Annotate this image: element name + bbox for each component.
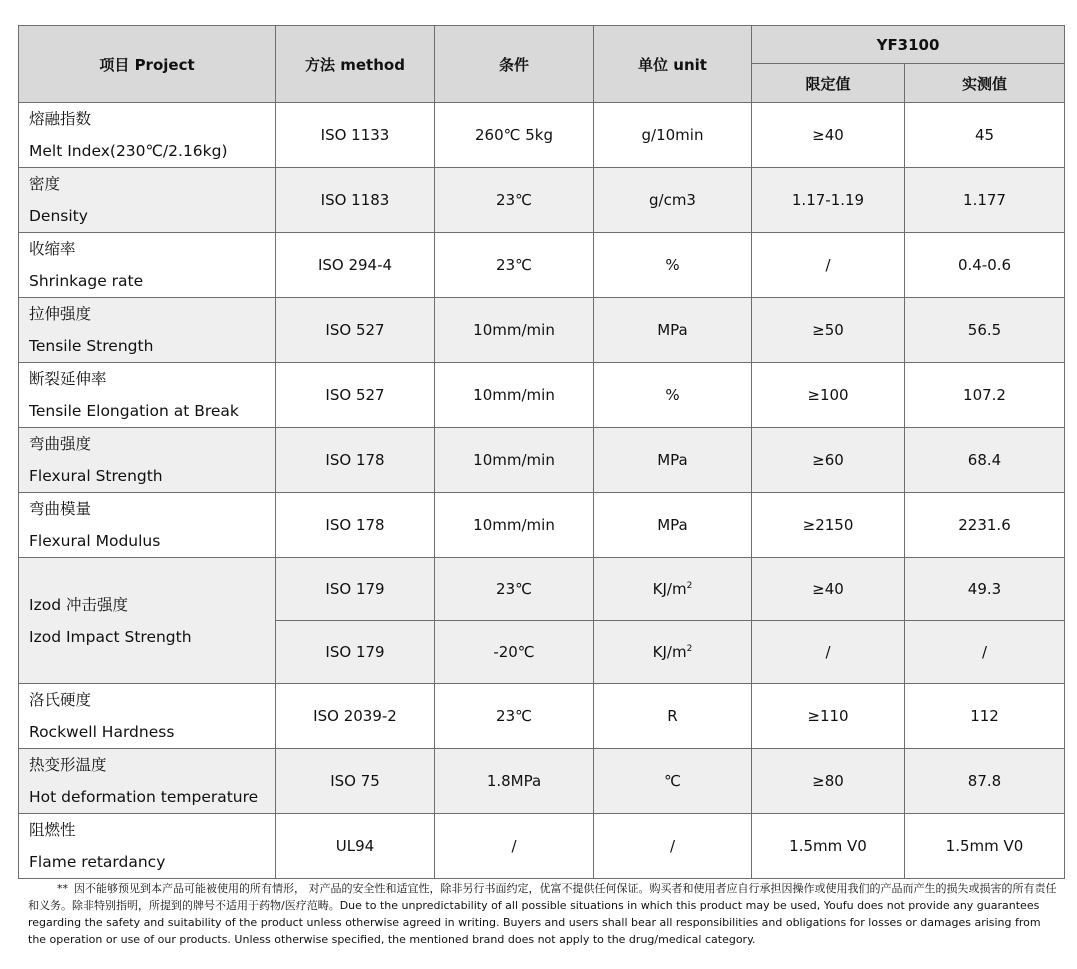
unit-cell: %	[594, 233, 752, 298]
condition-cell: 23℃	[435, 168, 594, 233]
project-cell	[19, 298, 276, 363]
project-name-zh: 拉伸强度	[29, 305, 92, 323]
project-name-en: Density	[29, 207, 88, 225]
method-cell: ISO 2039-2	[276, 684, 435, 749]
project-cell	[19, 684, 276, 749]
table-row	[19, 684, 1065, 749]
project-name-en: Rockwell Hardness	[29, 723, 175, 741]
limit-cell: 1.5mm V0	[752, 814, 905, 879]
limit-cell: ≥40	[752, 558, 905, 621]
project-name-zh: 弯曲强度	[29, 435, 92, 453]
project-name-en: Izod Impact Strength	[29, 627, 192, 646]
project-name-en: Tensile Elongation at Break	[29, 402, 239, 420]
limit-cell: ≥110	[752, 684, 905, 749]
condition-cell: 10mm/min	[435, 428, 594, 493]
limit-cell: /	[752, 621, 905, 684]
project-cell	[19, 493, 276, 558]
measured-cell: 0.4-0.6	[905, 233, 1065, 298]
project-cell	[19, 814, 276, 879]
measured-cell: 1.177	[905, 168, 1065, 233]
method-cell: ISO 1183	[276, 168, 435, 233]
project-name-zh: 收缩率	[29, 240, 76, 258]
project-name-en: Tensile Strength	[29, 337, 154, 355]
header-measured: 实测值	[905, 64, 1065, 103]
limit-cell: ≥80	[752, 749, 905, 814]
project-cell	[19, 558, 276, 684]
condition-cell: /	[435, 814, 594, 879]
table-row	[19, 493, 1065, 558]
header-project: 项目 Project	[19, 26, 276, 103]
project-cell	[19, 749, 276, 814]
project-cell	[19, 103, 276, 168]
limit-cell: ≥60	[752, 428, 905, 493]
project-name-en: Hot deformation temperature	[29, 788, 259, 806]
measured-cell: 107.2	[905, 363, 1065, 428]
project-name-en: Flexural Strength	[29, 467, 163, 485]
measured-cell: 49.3	[905, 558, 1065, 621]
table-row	[19, 168, 1065, 233]
method-cell: ISO 179	[276, 621, 435, 684]
measured-cell: 87.8	[905, 749, 1065, 814]
izod-row	[19, 558, 1065, 621]
project-cell	[19, 428, 276, 493]
footnote-star: **	[57, 882, 68, 895]
unit-text: KJ/m	[652, 643, 687, 661]
table-row	[19, 749, 1065, 814]
project-name-en: Shrinkage rate	[29, 272, 144, 290]
condition-cell: 10mm/min	[435, 298, 594, 363]
unit-cell: R	[594, 684, 752, 749]
condition-cell: 23℃	[435, 558, 594, 621]
project-name-en: Flexural Modulus	[29, 532, 161, 550]
project-name-en: Melt Index(230℃/2.16kg)	[29, 142, 228, 160]
table-row	[19, 363, 1065, 428]
project-name-zh: Izod 冲击强度	[29, 595, 128, 614]
limit-cell: /	[752, 233, 905, 298]
condition-cell: 23℃	[435, 233, 594, 298]
limit-cell: ≥2150	[752, 493, 905, 558]
header-limit: 限定值	[752, 64, 905, 103]
condition-cell: 23℃	[435, 684, 594, 749]
condition-cell: 1.8MPa	[435, 749, 594, 814]
unit-cell	[594, 558, 752, 621]
method-cell: ISO 527	[276, 363, 435, 428]
limit-cell: 1.17-1.19	[752, 168, 905, 233]
method-cell: ISO 179	[276, 558, 435, 621]
condition-cell: -20℃	[435, 621, 594, 684]
project-name-en: Flame retardancy	[29, 853, 166, 871]
unit-cell: /	[594, 814, 752, 879]
method-cell: ISO 75	[276, 749, 435, 814]
unit-cell: g/cm3	[594, 168, 752, 233]
unit-cell: ℃	[594, 749, 752, 814]
measured-cell: 56.5	[905, 298, 1065, 363]
measured-cell: 2231.6	[905, 493, 1065, 558]
measured-cell: 1.5mm V0	[905, 814, 1065, 879]
project-cell	[19, 233, 276, 298]
footnote-text: 因不能够预见到本产品可能被使用的所有情形， 对产品的安全性和适宜性，除非另行书面约定，优富不提供任何保证。购买者和使用者应自行承担因操作或使用我们的产品而产生的损失或损害的所有责任和义务。除非特别指明，所提到的牌号不适用于药物/医疗范畴。Due to the unpredictability of all possible situations in which this product may be used, Youfu does not provide any guarantees regarding the safety and suitability of the product unless otherwise agreed in writing. Buyers and users shall bear all responsibilities and obligations for losses or damages arising from the operation or use of our products. Unless otherwise specified, the mentioned brand does not apply to the drug/medical category.	[28, 882, 1057, 946]
condition-cell: 10mm/min	[435, 493, 594, 558]
header-condition: 条件	[435, 26, 594, 103]
limit-cell: ≥50	[752, 298, 905, 363]
table-row	[19, 298, 1065, 363]
project-name-zh: 弯曲模量	[29, 500, 92, 518]
condition-cell: 260℃ 5kg	[435, 103, 594, 168]
unit-cell: g/10min	[594, 103, 752, 168]
measured-cell: 45	[905, 103, 1065, 168]
measured-cell: /	[905, 621, 1065, 684]
unit-superscript: 2	[686, 644, 693, 654]
method-cell: ISO 294-4	[276, 233, 435, 298]
project-name-zh: 熔融指数	[29, 110, 92, 128]
unit-superscript: 2	[686, 581, 693, 591]
limit-cell: ≥40	[752, 103, 905, 168]
footnote	[28, 880, 1058, 948]
project-name-zh: 阻燃性	[29, 821, 76, 839]
method-cell: UL94	[276, 814, 435, 879]
project-name-zh: 热变形温度	[29, 756, 107, 774]
project-name-zh: 断裂延伸率	[29, 370, 107, 388]
table-row	[19, 428, 1065, 493]
method-cell: ISO 1133	[276, 103, 435, 168]
project-name-zh: 洛氏硬度	[29, 691, 92, 709]
header-method: 方法 method	[276, 26, 435, 103]
unit-cell	[594, 621, 752, 684]
condition-cell: 10mm/min	[435, 363, 594, 428]
table-row	[19, 814, 1065, 879]
header-unit: 单位 unit	[594, 26, 752, 103]
unit-cell: %	[594, 363, 752, 428]
project-cell	[19, 168, 276, 233]
unit-cell: MPa	[594, 493, 752, 558]
method-cell: ISO 527	[276, 298, 435, 363]
unit-text: KJ/m	[652, 580, 687, 598]
method-cell: ISO 178	[276, 493, 435, 558]
header-grade: YF3100	[752, 26, 1065, 64]
unit-cell: MPa	[594, 298, 752, 363]
spec-table	[18, 25, 1065, 879]
project-cell	[19, 363, 276, 428]
limit-cell: ≥100	[752, 363, 905, 428]
method-cell: ISO 178	[276, 428, 435, 493]
measured-cell: 112	[905, 684, 1065, 749]
unit-cell: MPa	[594, 428, 752, 493]
table-row	[19, 103, 1065, 168]
measured-cell: 68.4	[905, 428, 1065, 493]
project-name-zh: 密度	[29, 175, 61, 193]
table-row	[19, 233, 1065, 298]
header-row	[19, 26, 1065, 64]
